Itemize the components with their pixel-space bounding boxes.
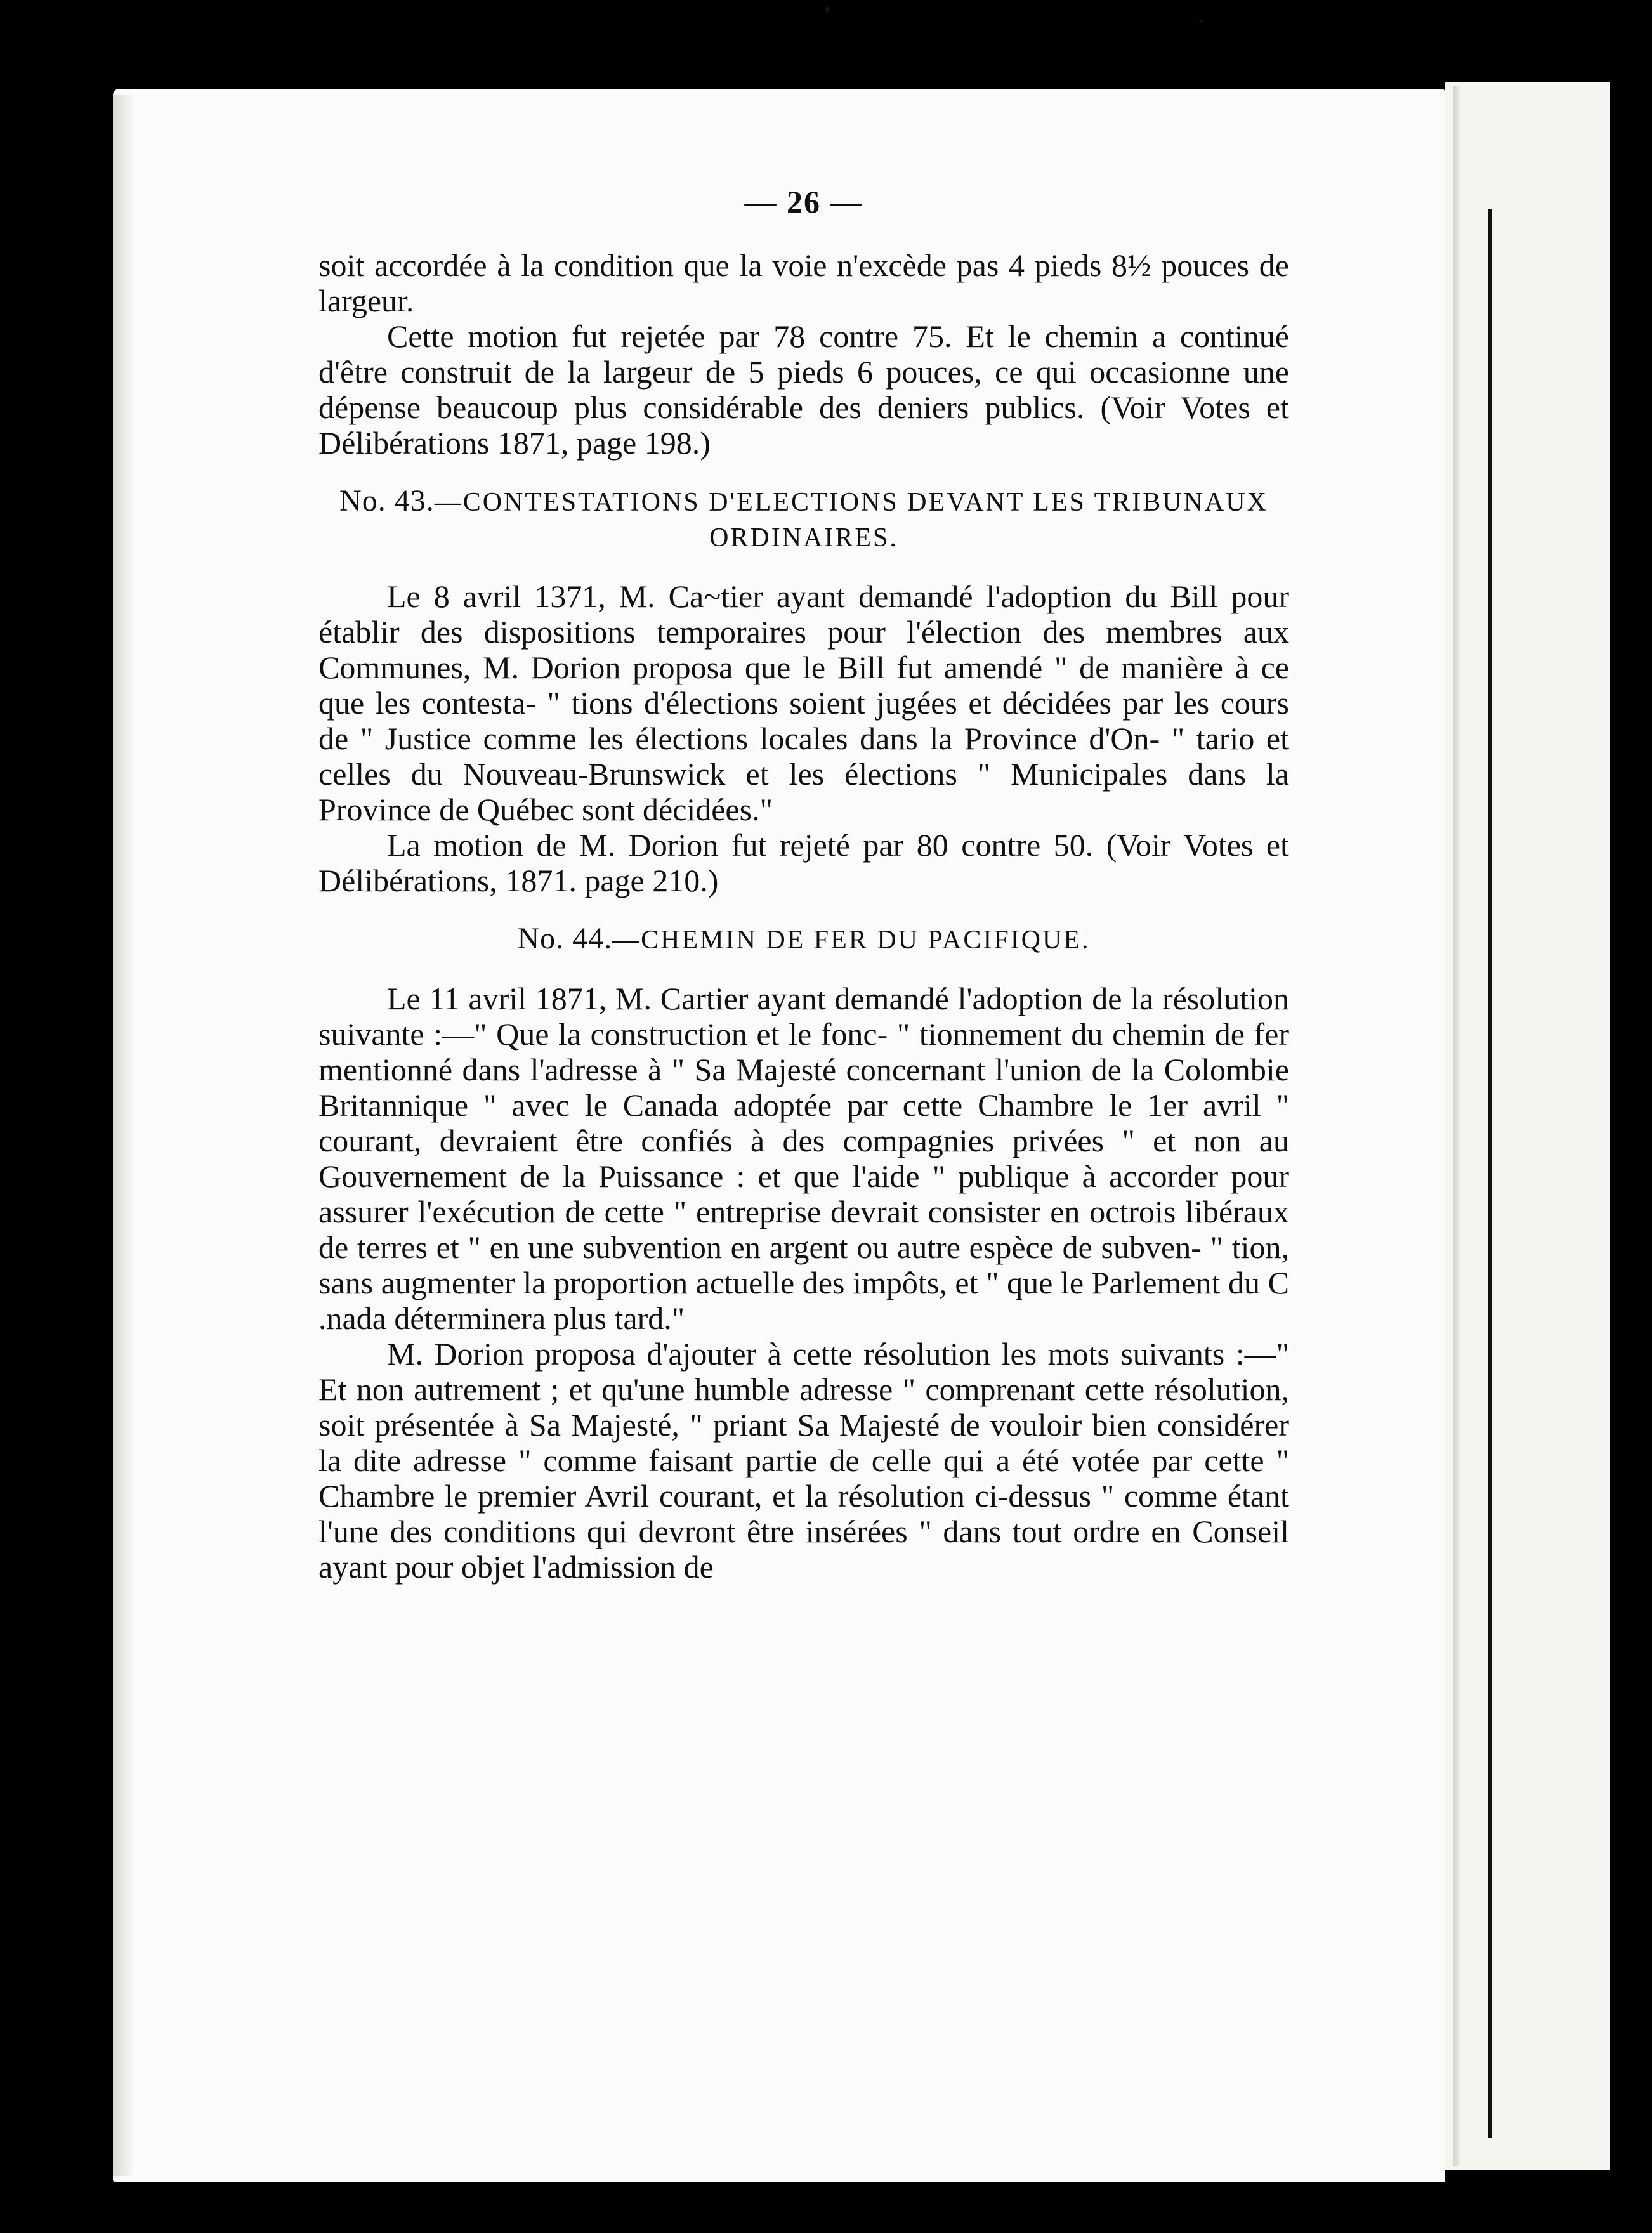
- scan-speck: [1199, 19, 1203, 23]
- page-fold: [1453, 86, 1460, 2166]
- paragraph: Cette motion fut rejetée par 78 contre 75. Et le chemin a continué d'être construit de la largeur de 5 pieds 6 pouces, ce qui occasionne une dépense beaucoup plus considérable des deniers publics. (Voir Votes et Délibérations 1871, page 198.): [318, 318, 1289, 461]
- paragraph: Le 11 avril 1871, M. Cartier ayant demandé l'adoption de la résolution suivante :—" Que la construction et le fonc- " tionnement du chemin de fer mentionné dans l'adresse à " Sa Majesté concernant l'union de la Colombie Britannique " avec le Canada adoptée par cette Chambre le 1er avril " courant, devraient être confiés à des compagnies privées " et non au Gouvernement de la Puissance : et que l'aide " publique à accorder pour assurer l'exécution de cette " entreprise devrait consister en octrois libéraux de terres et " en une subvention en argent ou autre espèce de subven- " tion, sans augmenter la proportion actuelle des impôts, et " que le Parlement du C .nada déterminera plus tard.": [318, 981, 1289, 1336]
- section-number: No. 43.: [339, 484, 435, 518]
- page-text: [318, 184, 1289, 1585]
- section-heading-44: [318, 921, 1289, 958]
- section-title: —CHEMIN DE FER DU PACIFIQUE.: [612, 926, 1091, 955]
- paragraph: M. Dorion proposa d'ajouter à cette résolution les mots suivants :—" Et non autrement ; et qu'une humble adresse " comprenant cette résolution, soit présentée à Sa Majesté, " priant Sa Majesté de vouloir bien considérer la dite adresse " comme faisant partie de celle qui a été votée par cette " Chambre le premier Avril courant, et la résolution ci-dessus " comme étant l'une des conditions qui devront être insérées " dans tout ordre en Conseil ayant pour objet l'admission de: [318, 1336, 1289, 1585]
- section-heading-43: [318, 483, 1289, 556]
- facing-page-rule: [1488, 209, 1492, 2138]
- section-number: No. 44.: [517, 922, 613, 955]
- page-shadow: [113, 95, 134, 2176]
- continued-paragraph: soit accordée à la condition que la voie n'excède pas 4 pieds 8½ pouces de largeur.: [318, 247, 1289, 318]
- paragraph: Le 8 avril 1371, M. Ca~tier ayant demandé l'adoption du Bill pour établir des dispositions temporaires pour l'élection des membres aux Communes, M. Dorion proposa que le Bill fut amendé " de manière à ce que les contesta- " tions d'élections soient jugées et décidées par les cours de " Justice comme les élections locales dans la Province d'On- " tario et celles du Nouveau-Brunswick et les élections " Municipales dans la Province de Québec sont décidées.": [318, 579, 1289, 827]
- facing-page-edge: [1445, 82, 1610, 2170]
- section-title: —CONTESTATIONS D'ELECTIONS DEVANT LES TRIBUNAUX ORDINAIRES.: [434, 488, 1268, 553]
- paragraph: La motion de M. Dorion fut rejeté par 80 contre 50. (Voir Votes et Délibérations, 1871. page 210.): [318, 827, 1289, 898]
- page-number: — 26 —: [744, 184, 863, 219]
- scan-speck: [825, 6, 830, 13]
